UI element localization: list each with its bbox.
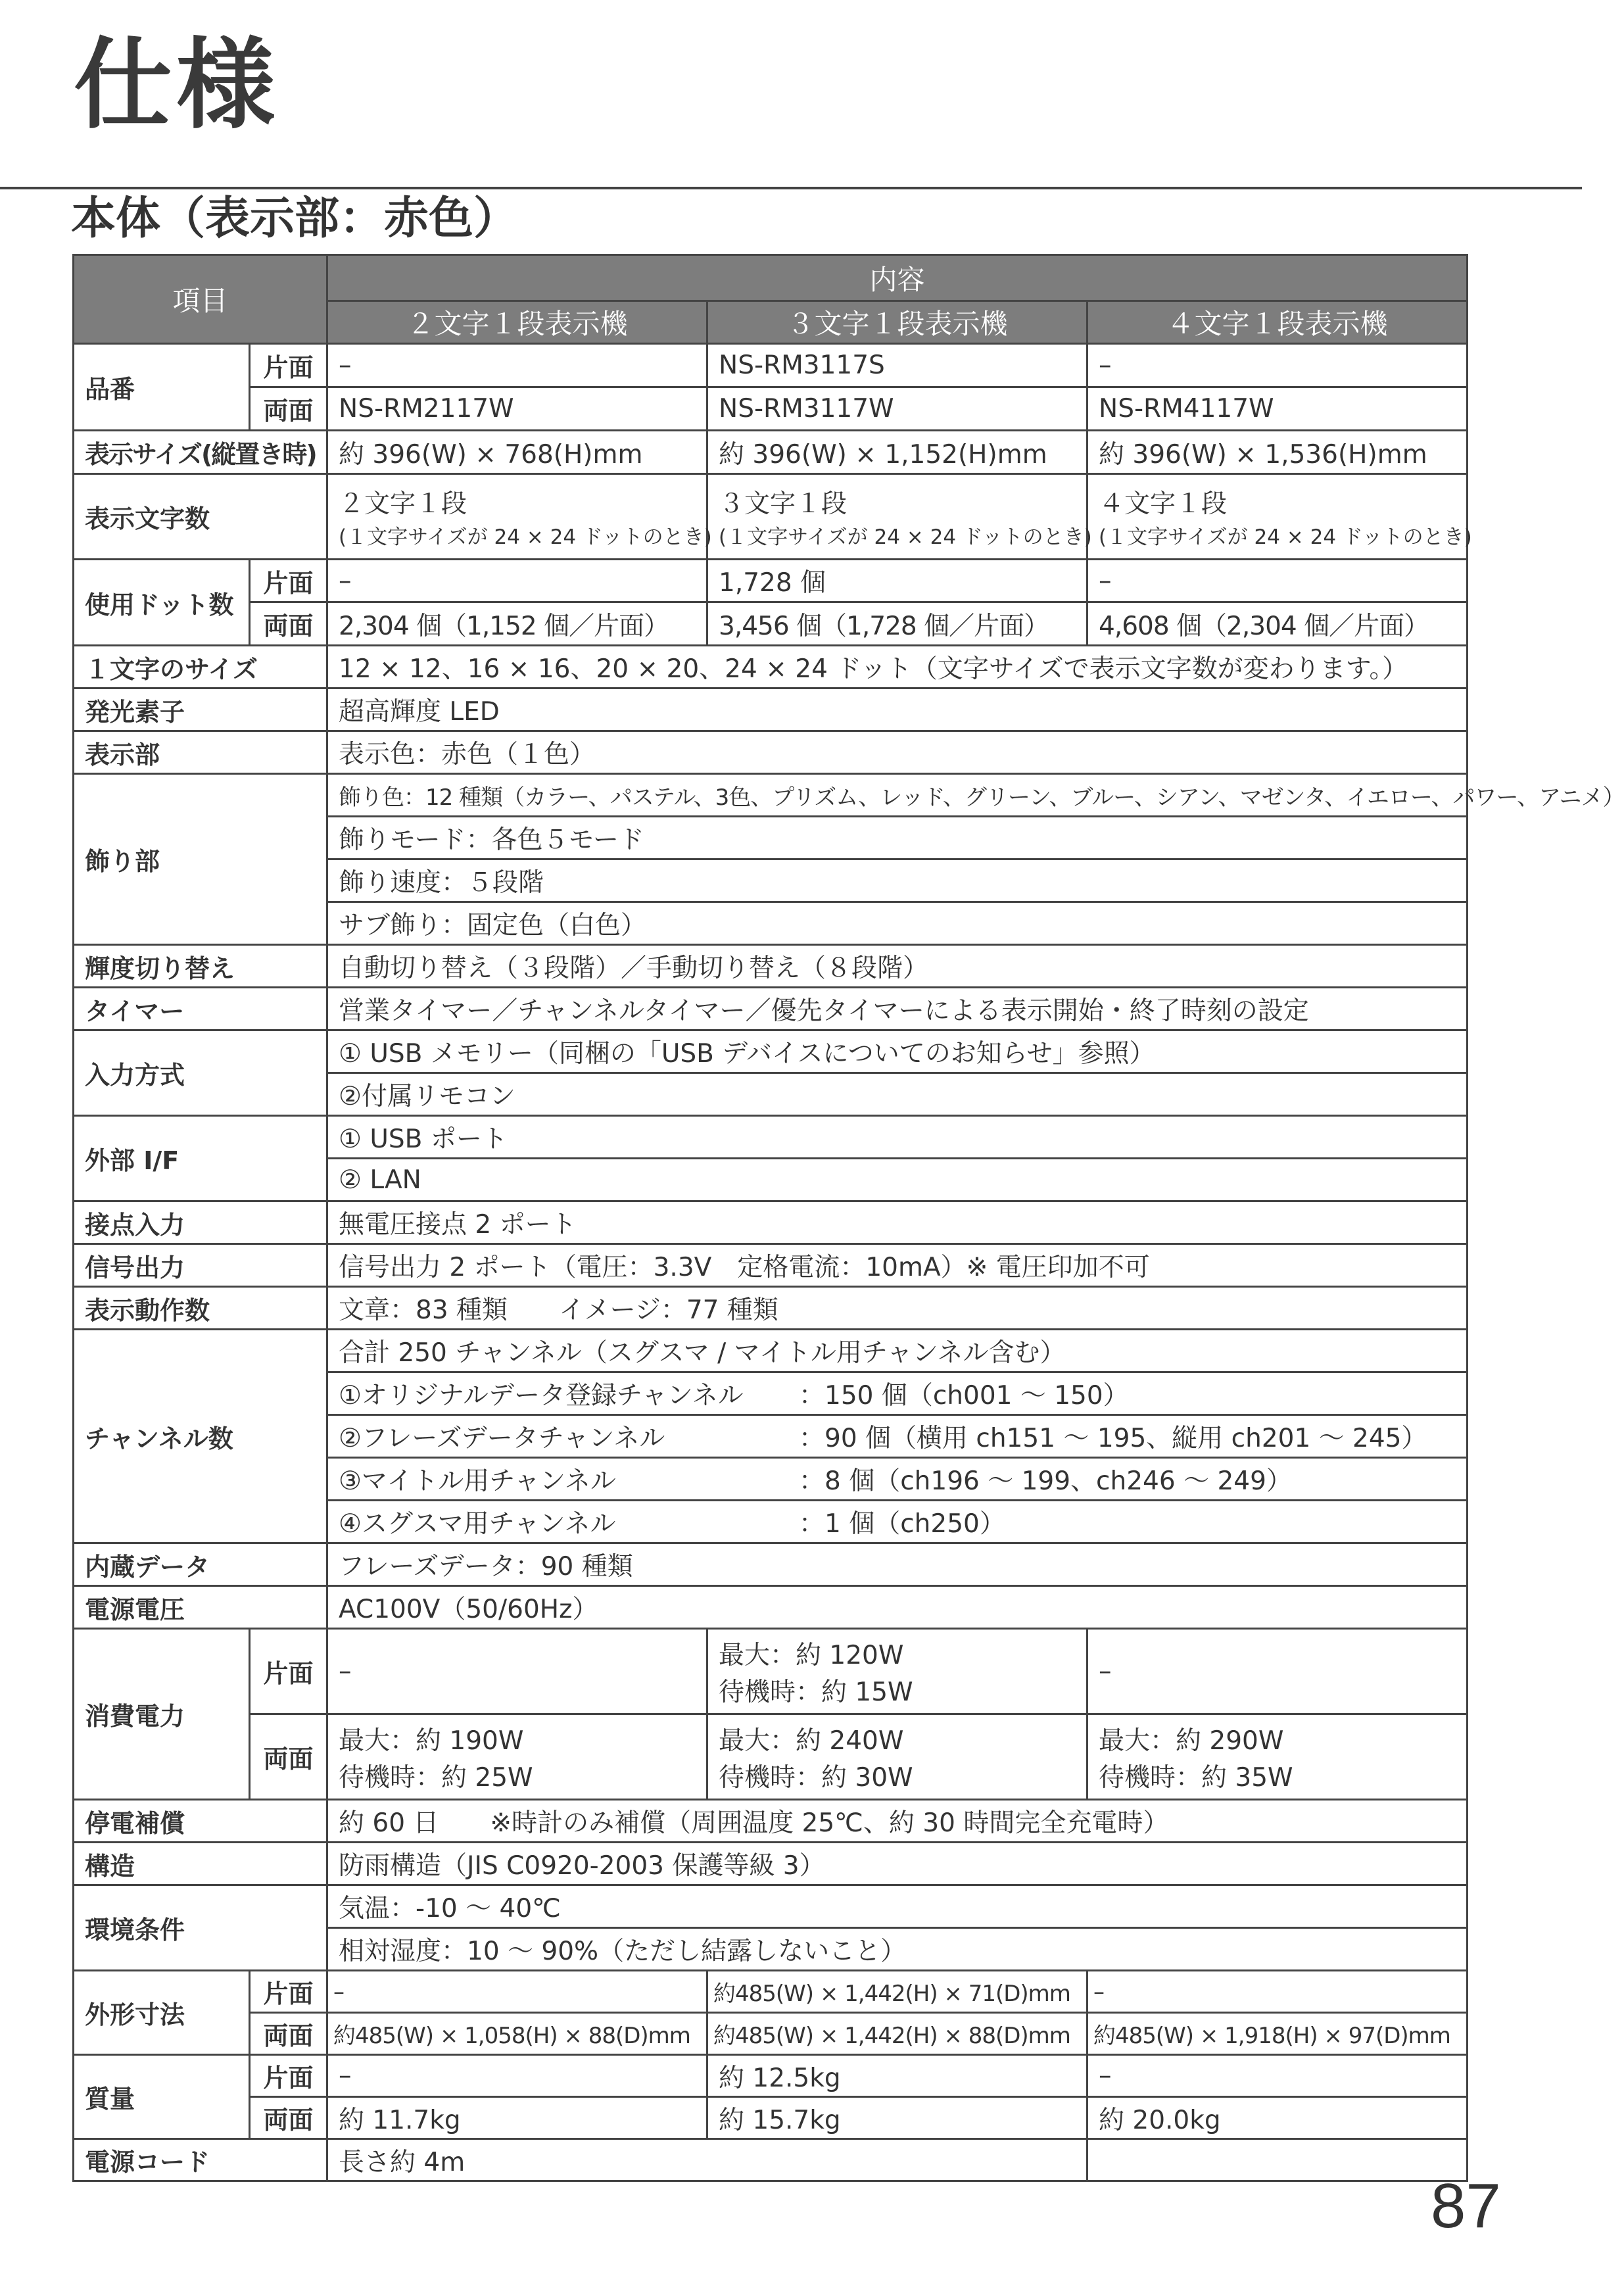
cell: 約485(W) × 1,058(H) × 88(D)mm [327, 2013, 707, 2055]
row-label: 内蔵データ [74, 1543, 327, 1586]
header-col2: ２文字１段表示機 [327, 301, 707, 344]
chars-value: ２文字１段 [339, 489, 467, 519]
cell: – [327, 560, 707, 602]
cell: NS-RM3117W [707, 387, 1087, 431]
side-single: 片面 [250, 344, 327, 387]
power-max: 最大：約 120W [719, 1640, 904, 1670]
cell: – [327, 1971, 707, 2013]
row-label: 停電補償 [74, 1800, 327, 1843]
channel-value: ：150 個（ch001 ～ 150） [799, 1381, 1129, 1411]
cell [707, 474, 1092, 560]
channel-value: ：8 個（ch196 ～ 199、ch246 ～ 249） [799, 1466, 1292, 1496]
cell: 飾り速度：５段階 [327, 859, 1468, 902]
table-row [74, 945, 1468, 988]
cell: 信号出力 2 ポート（電圧：3.3V 定格電流：10mA）※ 電圧印加不可 [327, 1244, 1468, 1287]
table-row [74, 2097, 1468, 2139]
row-label: 品番 [74, 344, 250, 431]
table-row [74, 1330, 1468, 1372]
side-single: 片面 [250, 560, 327, 602]
cell [327, 1372, 1468, 1415]
row-label: 環境条件 [74, 1885, 327, 1971]
cell: – [1087, 1971, 1468, 2013]
table-row [74, 1800, 1468, 1843]
cell: 相対湿度：10 ～ 90%（ただし結露しないこと） [327, 1928, 1468, 1971]
power-standby: 待機時：約 25W [339, 1762, 533, 1793]
table-row [74, 1714, 1468, 1800]
cell [1087, 474, 1472, 560]
cell: 4,608 個（2,304 個／片面） [1087, 602, 1468, 646]
cell: 自動切り替え（３段階）／手動切り替え（８段階） [327, 945, 1468, 988]
table-row [74, 2055, 1468, 2097]
cell: NS-RM2117W [327, 387, 707, 431]
power-standby: 待機時：約 30W [719, 1762, 913, 1793]
cell: – [327, 2055, 707, 2097]
table-row [74, 1971, 1468, 2013]
header-item: 項目 [74, 255, 327, 344]
power-standby: 待機時：約 15W [719, 1677, 913, 1707]
table-row [74, 774, 1468, 817]
cell: 約 15.7kg [707, 2097, 1087, 2139]
cell: 約485(W) × 1,442(H) × 71(D)mm [707, 1971, 1087, 2013]
cell: 約485(W) × 1,442(H) × 88(D)mm [707, 2013, 1087, 2055]
side-double: 両面 [250, 2097, 327, 2139]
table-row [74, 344, 1468, 387]
table-row [74, 1244, 1468, 1287]
cell: 2,304 個（1,152 個／片面） [327, 602, 707, 646]
channel-value: ：90 個（横用 ch151 ～ 195、縦用 ch201 ～ 245） [799, 1424, 1427, 1453]
table-row [74, 1885, 1468, 1928]
row-label: 質量 [74, 2055, 250, 2139]
cell-empty [1087, 2139, 1468, 2181]
cell: 合計 250 チャンネル（スグスマ / マイトル用チャンネル含む） [327, 1330, 1468, 1372]
cell [327, 1501, 1468, 1543]
cell: 12 × 12、16 × 16、20 × 20、24 × 24 ドット（文字サイズで表示文字数が変わります。） [327, 646, 1468, 688]
cell: 約 20.0kg [1087, 2097, 1468, 2139]
side-single: 片面 [250, 1971, 327, 2013]
cell [327, 1415, 1468, 1458]
chars-value: ４文字１段 [1099, 489, 1228, 519]
cell: NS-RM4117W [1087, 387, 1468, 431]
row-label: 使用ドット数 [74, 560, 250, 646]
table-row [74, 387, 1468, 431]
cell: – [1087, 344, 1468, 387]
cell: 飾りモード：各色５モード [327, 817, 1468, 859]
cell [1087, 1714, 1468, 1800]
row-label: 電源電圧 [74, 1586, 327, 1629]
row-label: 発光素子 [74, 688, 327, 731]
table-row [74, 988, 1468, 1030]
cell: ② LAN [327, 1159, 1468, 1201]
cell: 約 396(W) × 768(H)mm [327, 431, 707, 474]
cell: サブ飾り：固定色（白色） [327, 902, 1468, 945]
row-label: 飾り部 [74, 774, 327, 945]
power-standby: 待機時：約 35W [1099, 1762, 1293, 1793]
cell: 無電圧接点 2 ポート [327, 1201, 1468, 1244]
row-label: 外形寸法 [74, 1971, 250, 2055]
power-value: – [339, 1656, 352, 1686]
header-row [74, 255, 1468, 301]
channel-name: ③マイトル用チャンネル [339, 1466, 616, 1496]
table-row [74, 688, 1468, 731]
cell [707, 1629, 1087, 1714]
power-max: 最大：約 290W [1099, 1726, 1284, 1756]
cell: – [327, 344, 707, 387]
table-row [74, 431, 1468, 474]
spec-table [72, 254, 1624, 2182]
side-double: 両面 [250, 2013, 327, 2055]
header-col3: ３文字１段表示機 [707, 301, 1087, 344]
row-label: 消費電力 [74, 1629, 250, 1800]
row-label: １文字のサイズ [74, 646, 327, 688]
row-label: 表示部 [74, 731, 327, 774]
cell: – [1087, 2055, 1468, 2097]
power-value: – [1099, 1656, 1112, 1686]
cell: 防雨構造（JIS C0920-2003 保護等級 3） [327, 1843, 1468, 1885]
chars-note: (１文字サイズが 24 × 24 ドットのとき) [1099, 525, 1472, 549]
table-row [74, 646, 1468, 688]
table-row [74, 1116, 1468, 1159]
cell [327, 474, 712, 560]
cell: AC100V（50/60Hz） [327, 1586, 1468, 1629]
side-single: 片面 [250, 1629, 327, 1714]
table-row [74, 1843, 1468, 1885]
row-label: 信号出力 [74, 1244, 327, 1287]
cell [327, 1714, 707, 1800]
table-row [74, 1287, 1468, 1330]
cell: 3,456 個（1,728 個／片面） [707, 602, 1087, 646]
cell [327, 1629, 707, 1714]
table-row [74, 1201, 1468, 1244]
table-row [74, 1543, 1468, 1586]
row-label: 表示サイズ(縦置き時) [74, 431, 327, 474]
channel-name: ①オリジナルデータ登録チャンネル [339, 1381, 744, 1411]
cell: 約 60 日 ※時計のみ補償（周囲温度 25℃、約 30 時間完全充電時） [327, 1800, 1468, 1843]
cell: 超高輝度 LED [327, 688, 1468, 731]
header-content: 内容 [327, 255, 1468, 301]
cell: 文章：83 種類 イメージ：77 種類 [327, 1287, 1468, 1330]
side-double: 両面 [250, 602, 327, 646]
row-label: 電源コード [74, 2139, 327, 2181]
power-max: 最大：約 240W [719, 1726, 904, 1756]
row-label: 表示動作数 [74, 1287, 327, 1330]
chars-value: ３文字１段 [719, 489, 848, 519]
channel-name: ②フレーズデータチャンネル [339, 1424, 665, 1453]
page-number: 87 [1431, 2171, 1501, 2241]
cell: 約 11.7kg [327, 2097, 707, 2139]
table-row [74, 1629, 1468, 1714]
cell: フレーズデータ：90 種類 [327, 1543, 1468, 1586]
table-row [74, 474, 1468, 560]
side-double: 両面 [250, 387, 327, 431]
cell: 表示色：赤色（１色） [327, 731, 1468, 774]
row-label: 入力方式 [74, 1030, 327, 1116]
table-row [74, 2139, 1468, 2181]
table-row [74, 1030, 1468, 1073]
cell: ① USB ポート [327, 1116, 1468, 1159]
channel-value: ：1 個（ch250） [799, 1509, 1005, 1539]
cell: 約 12.5kg [707, 2055, 1087, 2097]
chars-note: (１文字サイズが 24 × 24 ドットのとき) [719, 525, 1092, 549]
cell [707, 1714, 1087, 1800]
cell: 気温：-10 ～ 40℃ [327, 1885, 1468, 1928]
cell: 長さ約 4m [327, 2139, 1087, 2181]
cell: 約 396(W) × 1,536(H)mm [1087, 431, 1468, 474]
row-label: タイマー [74, 988, 327, 1030]
cell [1087, 1629, 1468, 1714]
section-title: 本体（表示部：赤色） [71, 193, 519, 245]
cell: 約485(W) × 1,918(H) × 97(D)mm [1087, 2013, 1468, 2055]
title-divider [0, 187, 1582, 189]
cell: 約 396(W) × 1,152(H)mm [707, 431, 1087, 474]
table-row [74, 731, 1468, 774]
table-row [74, 602, 1468, 646]
power-max: 最大：約 190W [339, 1726, 524, 1756]
row-label: 接点入力 [74, 1201, 327, 1244]
cell [327, 1458, 1468, 1501]
cell: 営業タイマー／チャンネルタイマー／優先タイマーによる表示開始・終了時刻の設定 [327, 988, 1468, 1030]
table-row [74, 2013, 1468, 2055]
header-col4: ４文字１段表示機 [1087, 301, 1468, 344]
cell: 1,728 個 [707, 560, 1087, 602]
row-label: 構造 [74, 1843, 327, 1885]
cell: NS-RM3117S [707, 344, 1087, 387]
table-row [74, 560, 1468, 602]
row-label: 表示文字数 [74, 474, 327, 560]
chars-note: (１文字サイズが 24 × 24 ドットのとき) [339, 525, 712, 549]
channel-name: ④スグスマ用チャンネル [339, 1509, 616, 1539]
side-double: 両面 [250, 1714, 327, 1800]
row-label: 輝度切り替え [74, 945, 327, 988]
cell: ① USB メモリー（同梱の「USB デバイスについてのお知らせ」参照） [327, 1030, 1468, 1073]
page-title: 仕様 [74, 28, 279, 143]
cell: 飾り色：12 種類（カラー、パステル、3色、プリズム、レッド、グリーン、ブルー、シアン、マゼンタ、イエロー、パワー、アニメ） [327, 774, 1468, 817]
side-single: 片面 [250, 2055, 327, 2097]
cell: ②付属リモコン [327, 1073, 1468, 1116]
table-row [74, 1586, 1468, 1629]
row-label: チャンネル数 [74, 1330, 327, 1543]
cell: – [1087, 560, 1468, 602]
row-label: 外部 I/F [74, 1116, 327, 1201]
